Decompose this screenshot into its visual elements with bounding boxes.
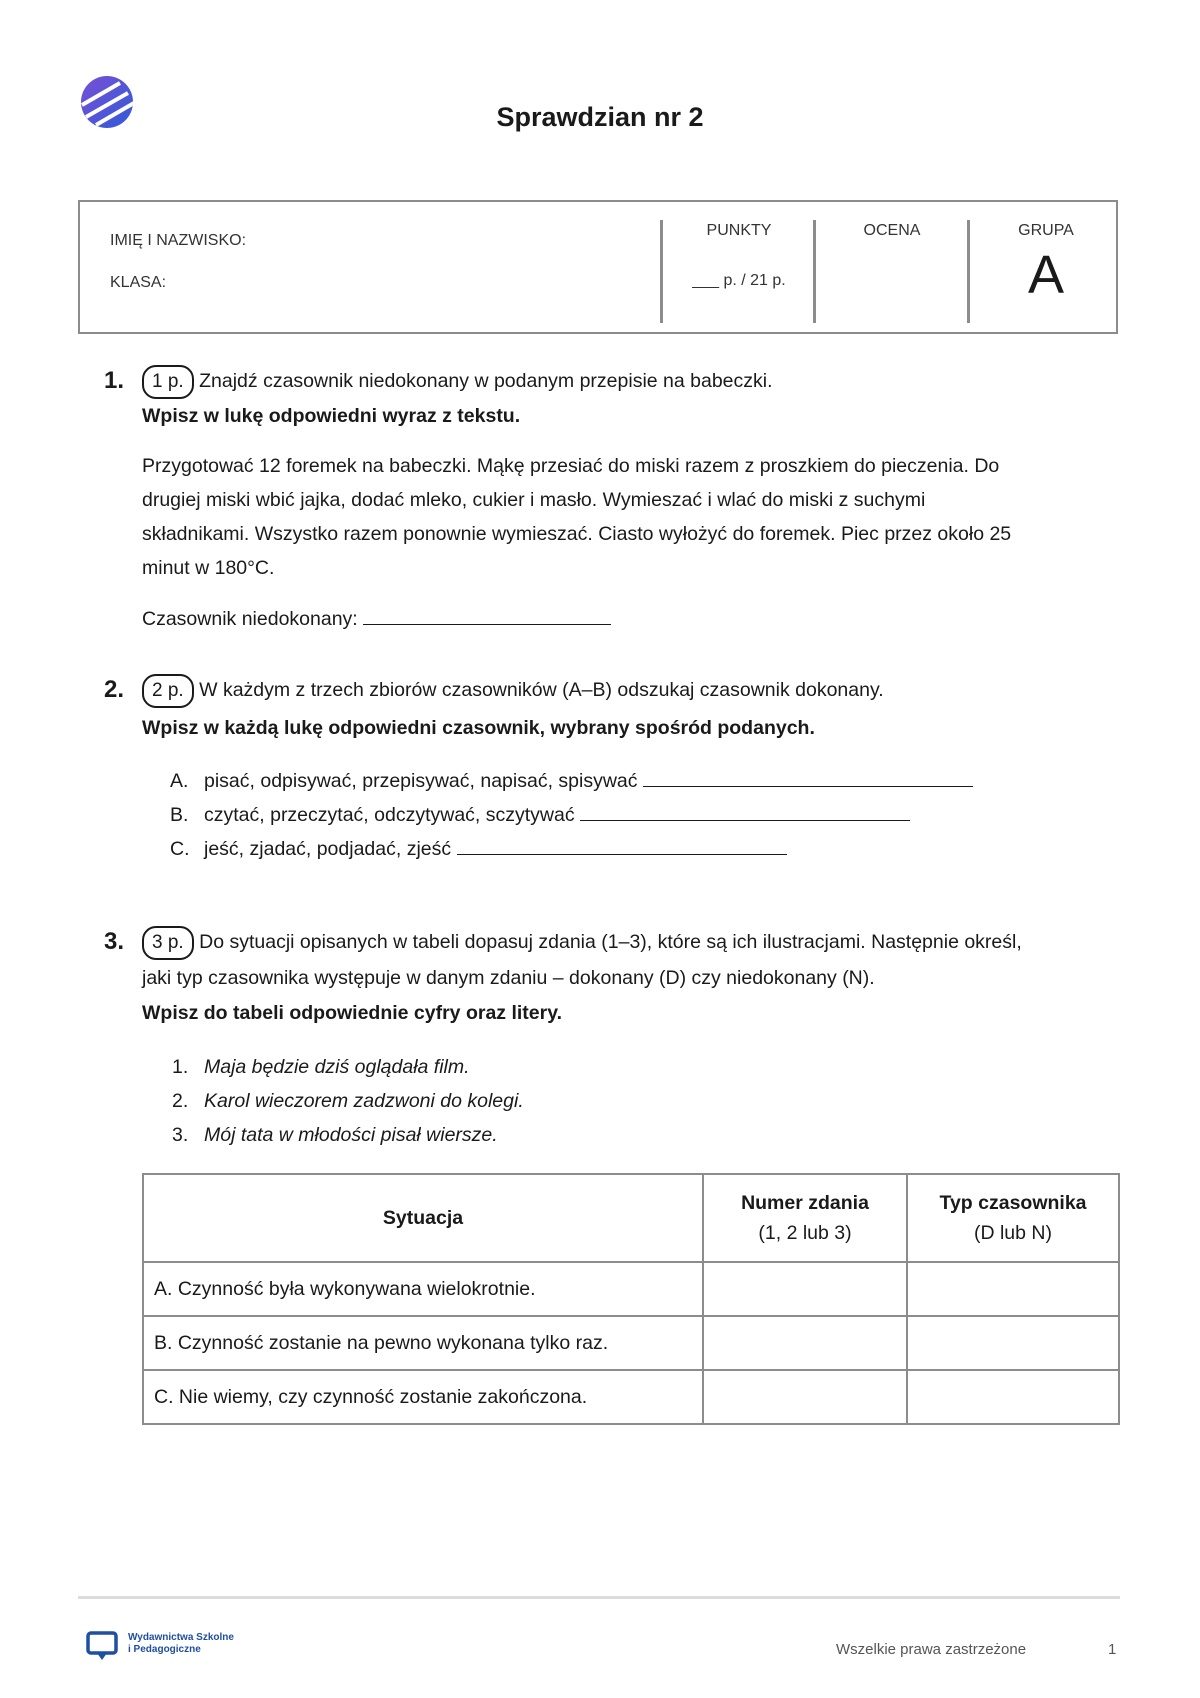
text-line: Przygotować 12 foremek na babeczki. Mąkę przesiać do miski razem z proszkiem do pieczenia. Do: [142, 455, 1000, 477]
list-item: [170, 832, 787, 866]
page-number: 1: [1108, 1641, 1117, 1658]
list-item: [172, 1050, 470, 1084]
situations-table: [142, 1173, 1120, 1425]
table-row: [143, 1262, 1119, 1316]
text-line: minut w 180°C.: [142, 557, 275, 579]
recipe-text: [142, 449, 1122, 585]
points-value: ___ p. / 21 p.: [692, 272, 786, 289]
item-number: 1.: [172, 1056, 189, 1078]
divider: [967, 220, 970, 323]
table-row: [143, 1370, 1119, 1424]
question-instruction: jaki typ czasownika występuje w danym zdaniu – dokonany (D) czy niedokonany (N).: [142, 967, 875, 989]
number-answer-cell[interactable]: [703, 1316, 907, 1370]
answer-blank[interactable]: [643, 785, 973, 787]
number-answer-cell[interactable]: [703, 1370, 907, 1424]
footer-divider: [78, 1596, 1120, 1599]
answer-blank[interactable]: [457, 853, 787, 855]
answer-blank[interactable]: [363, 623, 611, 625]
list-item: [172, 1118, 498, 1152]
situation-cell: B. Czynność zostanie na pewno wykonana tylko raz.: [143, 1316, 703, 1370]
col-subtitle: (1, 2 lub 3): [758, 1222, 852, 1244]
col-subtitle: (D lub N): [973, 1222, 1052, 1244]
grade-label: OCENA: [863, 222, 921, 239]
table-row: [143, 1316, 1119, 1370]
col-header: [703, 1174, 907, 1262]
item-letter: C.: [170, 838, 190, 860]
item-letter: A.: [170, 770, 189, 792]
text-line: składnikami. Wszystko razem ponownie wymieszać. Ciasto wyłożyć do foremek. Piec przez około 25: [142, 523, 1012, 545]
question-number: 2.: [104, 676, 125, 703]
item-letter: B.: [170, 804, 189, 826]
item-text: jeść, zjadać, podjadać, zjeść: [204, 838, 452, 860]
monitor-icon: [86, 1630, 118, 1662]
question-command: Wpisz do tabeli odpowiednie cyfry oraz litery.: [142, 1002, 563, 1024]
class-label: KLASA:: [110, 274, 167, 291]
points-badge: 1 p.: [142, 365, 194, 399]
list-item: [172, 1084, 524, 1118]
name-label: IMIĘ I NAZWISKO:: [110, 232, 247, 249]
question-3-header: [142, 925, 1022, 960]
item-text: pisać, odpisywać, przepisywać, napisać, spisywać: [204, 770, 638, 792]
answer-row: [142, 602, 611, 636]
type-answer-cell[interactable]: [907, 1262, 1119, 1316]
question-number: 1.: [104, 367, 125, 394]
question-instruction: Znajdź czasownik niedokonany w podanym przepisie na babeczki.: [199, 370, 773, 392]
student-info-box: [78, 200, 1118, 334]
question-number: 3.: [104, 928, 125, 955]
item-text: Maja będzie dziś oglądała film.: [204, 1056, 470, 1078]
group-value: A: [1027, 245, 1065, 305]
col-header: [907, 1174, 1119, 1262]
question-2-header: [142, 673, 884, 708]
question-instruction: Do sytuacji opisanych w tabeli dopasuj zdania (1–3), które są ich ilustracjami. Następnie określ,: [199, 931, 1022, 953]
question-instruction: W każdym z trzech zbiorów czasowników (A–B) odszukaj czasownik dokonany.: [199, 679, 884, 701]
item-text: czytać, przeczytać, odczytywać, sczytywać: [204, 804, 575, 826]
points-label: PUNKTY: [706, 222, 772, 239]
item-number: 2.: [172, 1090, 189, 1112]
situation-cell: A. Czynność była wykonywana wielokrotnie.: [143, 1262, 703, 1316]
col-title: Numer zdania: [741, 1192, 869, 1214]
text-line: drugiej miski wbić jajka, dodać mleko, cukier i masło. Wymieszać i wlać do miski z suchymi: [142, 489, 926, 511]
publisher-name: i Pedagogiczne: [128, 1644, 201, 1655]
list-item: [170, 798, 910, 832]
answer-label: Czasownik niedokonany:: [142, 608, 358, 630]
points-badge: 3 p.: [142, 926, 194, 960]
publisher-name: Wydawnictwa Szkolne: [128, 1632, 234, 1643]
table-header-row: [143, 1174, 1119, 1262]
divider: [660, 220, 663, 323]
col-header: Sytuacja: [143, 1174, 703, 1262]
item-text: Karol wieczorem zadzwoni do kolegi.: [204, 1090, 524, 1112]
answer-blank[interactable]: [580, 819, 910, 821]
number-answer-cell[interactable]: [703, 1262, 907, 1316]
list-item: [170, 764, 973, 798]
points-badge: 2 p.: [142, 674, 194, 708]
col-title: Typ czasownika: [939, 1192, 1087, 1214]
group-label: GRUPA: [1018, 222, 1074, 239]
type-answer-cell[interactable]: [907, 1370, 1119, 1424]
item-text: Mój tata w młodości pisał wiersze.: [204, 1124, 498, 1146]
copyright-text: Wszelkie prawa zastrzeżone: [836, 1641, 1027, 1658]
situation-cell: C. Nie wiemy, czy czynność zostanie zakończona.: [143, 1370, 703, 1424]
type-answer-cell[interactable]: [907, 1316, 1119, 1370]
page-title: Sprawdzian nr 2: [496, 102, 704, 132]
question-command: Wpisz w lukę odpowiedni wyraz z tekstu.: [142, 405, 521, 427]
question-command: Wpisz w każdą lukę odpowiedni czasownik, wybrany spośród podanych.: [142, 717, 815, 739]
question-1-header: [142, 364, 773, 399]
item-number: 3.: [172, 1124, 189, 1146]
